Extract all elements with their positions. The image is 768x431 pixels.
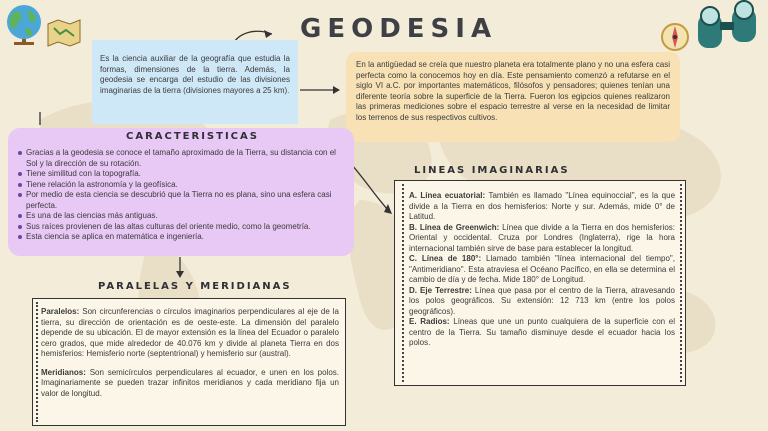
characteristics-list xyxy=(16,148,346,243)
line-label: B. Línea de Greenwich: xyxy=(409,222,500,232)
map-icon xyxy=(46,18,82,48)
definition-box: Es la ciencia auxiliar de la geografía que estudia la formas, dimensiones de la tierra. Además, la geodesia se encarga del estudio de las divisiones imaginarias de la tierra (divisiones mayores a 25 km). xyxy=(92,40,298,124)
line-label: C. Línea de 180°: xyxy=(409,254,482,263)
dotted-divider xyxy=(680,184,684,382)
list-item xyxy=(409,317,675,349)
lines-box xyxy=(394,180,686,386)
compass-icon xyxy=(660,22,690,52)
characteristics-box xyxy=(8,128,354,256)
globe-icon xyxy=(2,2,48,46)
list-item: Esta ciencia se aplica en matemática e ingeniería. xyxy=(26,232,346,243)
meridians-paragraph xyxy=(41,368,339,400)
list-item: Sus raíces provienen de las altas culturas del oriente medio, como la geometría. xyxy=(26,222,346,233)
parallels-box xyxy=(32,298,346,426)
list-item: Por medio de esta ciencia se descubrió que la Tierra no es plana, sino una esfera casi perfecta. xyxy=(26,190,346,211)
dotted-divider xyxy=(402,184,406,382)
line-text: Línea que divide a la Tierra en dos hemisferios: Oriental y occidental. Cruza por Londres (Inglaterra), rige la hora internacional también sirve de base para establecer la longitud. xyxy=(409,222,675,253)
list-item xyxy=(409,254,675,286)
line-label: A. Línea ecuatorial: xyxy=(409,191,486,200)
line-text: Líneas que une un punto cualquiera de la superficie con el centro de la Tierra. Su tamaño disminuye desde el ecuador hacia los polos. xyxy=(409,317,676,347)
line-text: Línea que pasa por el centro de la Tierra, atravesando los polos geográficos. Su extensión: 12 713 km (entre los polos geográficos). xyxy=(409,285,675,316)
dotted-divider xyxy=(36,302,40,422)
list-item xyxy=(409,286,675,318)
page-title: GEODESIA xyxy=(300,14,498,44)
parallels-text: Son circunferencias o círculos imaginarios perpendiculares al eje de la tierra, su dirección de orientación es de oeste-este. La dimensión del paralelo depende de su ubicación. El de mayor extensión es la línea del Ecuador o paralelo cero grados, que mide alrededor de 40.076 km y divide al planeta Tierra en dos hemisferios: Hemisferio norte (septentrional) y hemisferio sur (austral). xyxy=(41,307,339,358)
meridians-text: Son semicírculos perpendiculares al ecuador, e unen en los polos. Imaginariamente se pueden trazar infinitos meridianos y cada meridiano fija un valor de longitud. xyxy=(41,367,339,398)
antiquity-box: En la antigüedad se creía que nuestro planeta era totalmente plano y no una esfera casi perfecta como la conocemos hoy en día. Este pensamiento comenzó a refutarse en el siglo VI a.C. por importantes matemáticos, filósofos y pensadores; quienes tenían una diferente teoría sobre la superficie de la Tierra. Fueron los egipcios quienes realizaron las primeras mediciones sobre el espacio terrestre al verse en la necesidad de limitar los terrenos de sus respectivos cultivos. xyxy=(346,52,680,142)
list-item xyxy=(409,191,675,223)
list-item: Tiene relación la astronomía y la geofísica. xyxy=(26,180,346,191)
binoculars-icon xyxy=(690,0,768,54)
list-item xyxy=(409,223,675,255)
parallels-label: Paralelos: xyxy=(41,307,80,316)
parallels-heading: PARALELAS Y MERIDIANAS xyxy=(98,281,292,292)
meridians-label: Meridianos: xyxy=(41,367,86,377)
lines-heading: LINEAS IMAGINARIAS xyxy=(414,165,570,176)
line-text: Llamado también "línea internacional del tiempo", "Antimeridiano". Esta atraviesa el Océano Pacífico, en ella se determina el cambio de día y de fecha. Mide 180° de Longitud. xyxy=(409,254,675,284)
characteristics-heading: CARACTERISTICAS xyxy=(126,131,259,142)
line-label: D. Eje Terrestre: xyxy=(409,285,472,295)
line-label: E. Radios: xyxy=(409,317,450,326)
list-item: Es una de las ciencias más antiguas. xyxy=(26,211,346,222)
list-item: Tiene similitud con la topografía. xyxy=(26,169,346,180)
list-item: Gracias a la geodesia se conoce el tamaño aproximado de la Tierra, su distancia con el Sol y la dirección de su rotación. xyxy=(26,148,346,169)
parallels-paragraph xyxy=(41,307,339,360)
line-text: También es llamado "Línea equinoccial", es la que divide a la Tierra en dos hemisferios: Norte y sur. Además, mide 0° de Latitud. xyxy=(409,191,676,221)
